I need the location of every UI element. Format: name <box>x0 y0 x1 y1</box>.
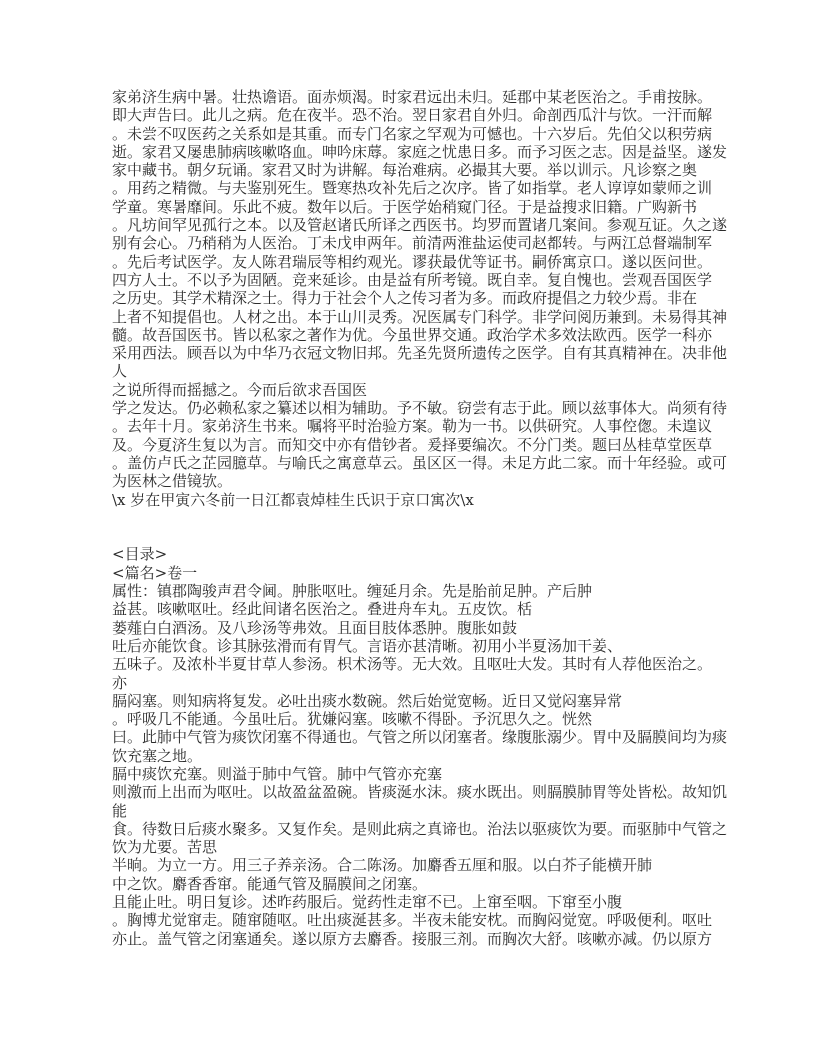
text-line: 曰。此肺中气管为痰饮闭塞不得通也。气管之所以闭塞者。缘腹胀溺少。胃中及膈膜间均为痰 <box>112 728 728 747</box>
text-line: 家弟济生病中暑。壮热谵语。面赤烦渴。时家君远出未归。延郡中某老医治之。手甫按脉。 <box>112 88 713 106</box>
text-line: 吐后亦能饮食。诊其脉弦滑而有胃气。言语亦甚清晰。初用小半夏汤加干姜、 <box>112 636 623 655</box>
text-line: \x 岁在甲寅六冬前一日江都袁焯桂生氏识于京口寓次\x <box>112 490 474 509</box>
text-line: 人 <box>112 362 128 381</box>
text-line: 。先后考试医学。友人陈君瑞辰等相约观光。谬获最优等证书。嗣侨寓京口。遂以医问世。 <box>112 252 713 271</box>
text-line: 。凡坊间罕见孤行之本。以及管赵诸氏所译之西医书。均罗而置诸几案间。参观互证。久之遂 <box>112 216 728 235</box>
text-line: 及。今夏济生复以为言。而知交中亦有借钞者。爰择要编次。不分门类。题曰丛桂草堂医草 <box>112 435 713 454</box>
text-line: <篇名>卷一 <box>112 563 198 582</box>
text-line: 能 <box>112 801 128 820</box>
text-line: 为医林之借镜欤。 <box>112 472 233 491</box>
text-line: 且能止吐。明日复诊。述昨药服后。觉药性走窜不已。上窜至咽。下窜至小腹 <box>112 893 623 912</box>
text-line: 蒌薤白白酒汤。及八珍汤等弗效。且面目肢体悉肿。腹胀如鼓 <box>112 618 518 637</box>
text-line: 上者不知提倡也。人材之出。本于山川灵秀。况医属专门科学。非学问阅历兼到。未易得其神 <box>112 307 728 326</box>
text-line: 膈中痰饮充塞。则溢于肺中气管。肺中气管亦充塞 <box>112 764 443 783</box>
text-line: 。用药之精微。与夫鉴别死生。暨寒热攻补先后之次序。皆了如指掌。老人谆谆如蒙师之训 <box>112 179 713 198</box>
text-line: 髓。故吾国医书。皆以私家之著作为优。今虽世界交通。政治学术多效法欧西。医学一科亦 <box>112 325 713 344</box>
preface-section <box>112 88 728 509</box>
text-line: 饮充塞之地。 <box>112 746 203 765</box>
text-line: 膈闷塞。则知病将复发。必吐出痰水数碗。然后始觉宽畅。近日又觉闷塞异常 <box>112 691 623 710</box>
text-line: <目录> <box>112 545 168 564</box>
text-line: 即大声告曰。此儿之病。危在夜半。恐不治。翌日家君自外归。命剖西瓜汁与饮。一汗而解 <box>112 106 713 125</box>
text-line: 则激而上出而为呕吐。以故盈盆盈碗。皆痰涎水沫。痰水既出。则膈膜肺胃等处皆松。故知饥 <box>112 783 728 802</box>
text-line: 家中藏书。朝夕玩诵。家君又时为讲解。每治难病。必撮其大要。举以训示。凡诊察之奥 <box>112 161 698 180</box>
text-line: 逝。家君又屡患肺病咳嗽咯血。呻吟床蓐。家庭之忧患日多。而予习医之志。因是益坚。遂发 <box>112 142 728 161</box>
text-line: 益甚。咳嗽呕吐。经此间诸名医治之。叠进舟车丸。五皮饮。栝 <box>112 600 533 619</box>
text-line: 。未尝不叹医药之关系如是其重。而专门名家之罕观为可憾也。十六岁后。先伯父以积劳病 <box>112 124 713 143</box>
text-line: 采用西法。顾吾以为中华乃衣冠文物旧邦。先圣先贤所遗传之医学。自有其真精神在。决非他 <box>112 344 728 363</box>
text-block <box>112 88 728 948</box>
text-line: 半晌。为立一方。用三子养亲汤。合二陈汤。加麝香五厘和服。以白芥子能横开肺 <box>112 856 653 875</box>
section-gap <box>112 509 718 546</box>
text-line: 中之饮。麝香香窜。能通气管及膈膜间之闭塞。 <box>112 874 428 893</box>
text-line: 之说所得而摇撼之。今而后欲求吾国医 <box>112 380 368 399</box>
text-line: 。去年十月。家弟济生书来。嘱将平时治验方案。勒为一书。以供研究。人事倥偬。未遑议 <box>112 417 713 436</box>
text-line: 亦止。盖气管之闭塞通矣。遂以原方去麝香。接服三剂。而胸次大舒。咳嗽亦减。仍以原方 <box>112 929 713 948</box>
volume-one-section <box>112 545 728 948</box>
text-line: 五味子。及浓朴半夏甘草人参汤。枳术汤等。无大效。且呕吐大发。其时有人荐他医治之。 <box>112 655 713 674</box>
text-line: 。呼吸几不能通。今虽吐后。犹嫌闷塞。咳嗽不得卧。予沉思久之。恍然 <box>112 710 593 729</box>
text-line: 食。待数日后痰水聚多。又复作矣。是则此病之真谛也。治法以驱痰饮为要。而驱肺中气管之 <box>112 819 728 838</box>
text-line: 别有会心。乃稍稍为人医治。丁未戊申两年。前清两淮盐运使司赵都转。与两江总督端制军 <box>112 234 713 253</box>
text-line: 学童。寒暑靡间。乐此不疲。数年以后。于医学始稍窥门径。于是益搜求旧籍。广购新书 <box>112 197 698 216</box>
text-line: 亦 <box>112 673 128 692</box>
text-line: 。盖仿卢氏之芷园臆草。与喻氏之寓意草云。虽区区一得。未足方此二家。而十年经验。或可 <box>112 453 728 472</box>
text-line: 饮为尤要。苦思 <box>112 838 218 857</box>
text-line: 四方人士。不以予为固陋。竞来延诊。由是益有所考镜。既自幸。复自愧也。尝观吾国医学 <box>112 270 713 289</box>
text-line: 。胸博尤觉窜走。随窜随呕。吐出痰涎甚多。半夜未能安枕。而胸闷觉宽。呼吸便利。呕吐 <box>112 911 713 930</box>
text-line: 属性：镇郡陶骏声君令阃。肿胀呕吐。缠延月余。先是胎前足肿。产后肿 <box>112 582 593 601</box>
text-line: 之历史。其学术精深之士。得力于社会个人之传习者为多。而政府提倡之力较少焉。非在 <box>112 289 698 308</box>
text-line: 学之发达。仍必赖私家之纂述以相为辅助。予不敏。窃尝有志于此。顾以兹事体大。尚须有待 <box>112 399 728 418</box>
